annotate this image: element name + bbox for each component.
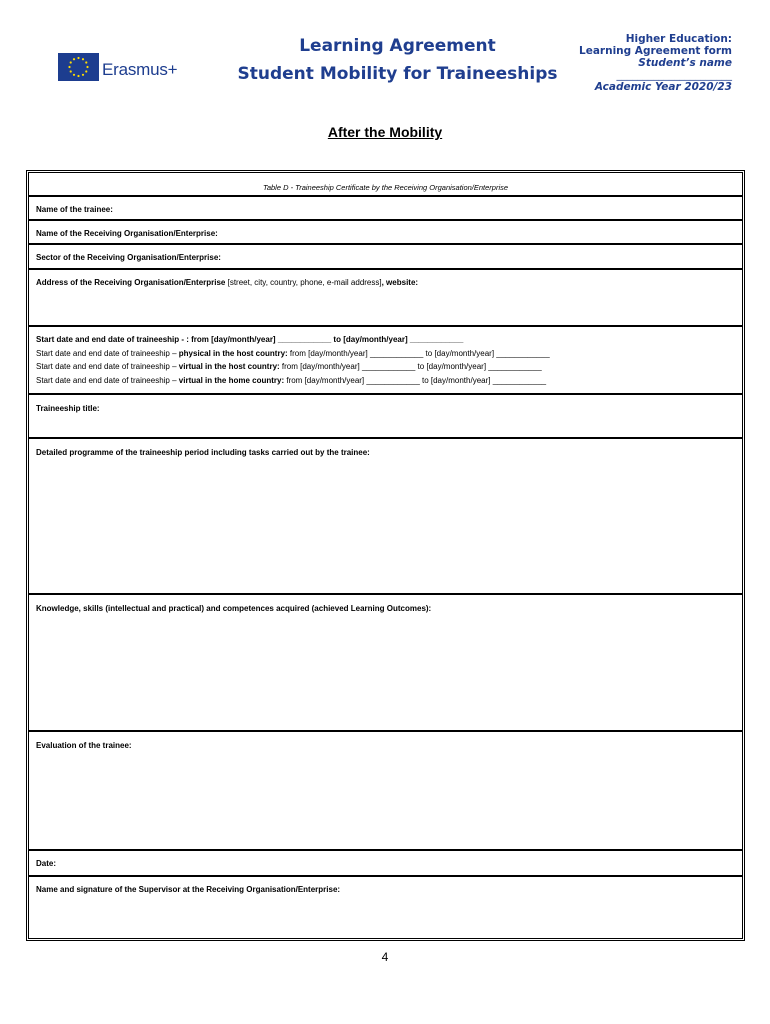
- header-student-name-label: Student’s name: [638, 57, 732, 69]
- erasmus-logo: [58, 53, 193, 83]
- flag-star: [77, 75, 79, 77]
- logo-wordmark: Erasmus+: [102, 60, 178, 79]
- header-student-name-line: ______________________: [616, 69, 732, 81]
- flag-star: [85, 61, 87, 63]
- address-label-website: , website:: [381, 278, 419, 287]
- knowledge-label: Knowledge, skills (intellectual and practical) and competences acquired (achieved Learning Outcomes):: [36, 604, 432, 613]
- sector-label: Sector of the Receiving Organisation/Enterprise:: [36, 253, 221, 262]
- dates-field[interactable]: [28, 326, 743, 394]
- eu-flag-icon: [58, 53, 99, 81]
- page-number: 4: [381, 950, 389, 964]
- flag-star: [85, 70, 87, 72]
- flag-star: [68, 66, 70, 68]
- dates-line-physical: Start date and end date of traineeship – physical in the host country: from [day/month/year] ____________ to [day/month/year] ____________: [36, 348, 550, 358]
- dates-line-virtual-home: Start date and end date of traineeship – virtual in the home country: from [day/month/year] ____________ to [day/month/year] ____________: [36, 375, 547, 385]
- org-name-field[interactable]: [28, 220, 743, 244]
- header-programme: Higher Education:: [625, 33, 732, 45]
- address-field[interactable]: [28, 269, 743, 326]
- flag-star: [86, 66, 88, 68]
- document-subtitle: Student Mobility for Traineeships: [237, 64, 558, 84]
- evaluation-label: Evaluation of the trainee:: [36, 741, 132, 750]
- flag-star: [82, 58, 84, 60]
- programme-field[interactable]: [28, 438, 743, 594]
- flag-star: [73, 58, 75, 60]
- address-label-detail: [street, city, country, phone, e-mail address]: [225, 278, 382, 287]
- signature-label: Name and signature of the Supervisor at the Receiving Organisation/Enterprise:: [36, 885, 341, 894]
- traineeship-title-label: Traineeship title:: [36, 404, 100, 413]
- date-field[interactable]: [28, 850, 743, 876]
- evaluation-field[interactable]: [28, 731, 743, 850]
- traineeship-title-field[interactable]: [28, 394, 743, 438]
- flag-star: [77, 57, 79, 59]
- address-label: Address of the Receiving Organisation/Enterprise: [36, 278, 226, 287]
- knowledge-field[interactable]: [28, 594, 743, 731]
- header-form-name: Learning Agreement form: [579, 45, 732, 57]
- flag-star: [70, 61, 72, 63]
- flag-star: [82, 74, 84, 76]
- org-name-label: Name of the Receiving Organisation/Enterprise:: [36, 229, 218, 238]
- flag-star: [73, 74, 75, 76]
- trainee-name-field[interactable]: [28, 196, 743, 220]
- document-title: Learning Agreement: [299, 36, 496, 56]
- programme-label: Detailed programme of the traineeship period including tasks carried out by the trainee:: [36, 448, 370, 457]
- date-label: Date:: [36, 859, 57, 868]
- table-caption-text: Table D - Traineeship Certificate by the Receiving Organisation/Enterprise: [262, 183, 509, 192]
- signature-field[interactable]: [28, 876, 743, 939]
- table-caption: [28, 172, 743, 196]
- flag-star: [70, 70, 72, 72]
- sector-field[interactable]: [28, 244, 743, 269]
- header-academic-year: Academic Year 2020/23: [594, 81, 732, 93]
- trainee-name-label: Name of the trainee:: [36, 205, 113, 214]
- dates-line-virtual-host: Start date and end date of traineeship – virtual in the host country: from [day/month/year] ____________ to [day/month/year] ____________: [36, 362, 542, 372]
- section-title: After the Mobility: [327, 124, 443, 140]
- dates-line-overall: Start date and end date of traineeship - : from [day/month/year] ____________ to [day/month/year] ____________: [36, 335, 464, 344]
